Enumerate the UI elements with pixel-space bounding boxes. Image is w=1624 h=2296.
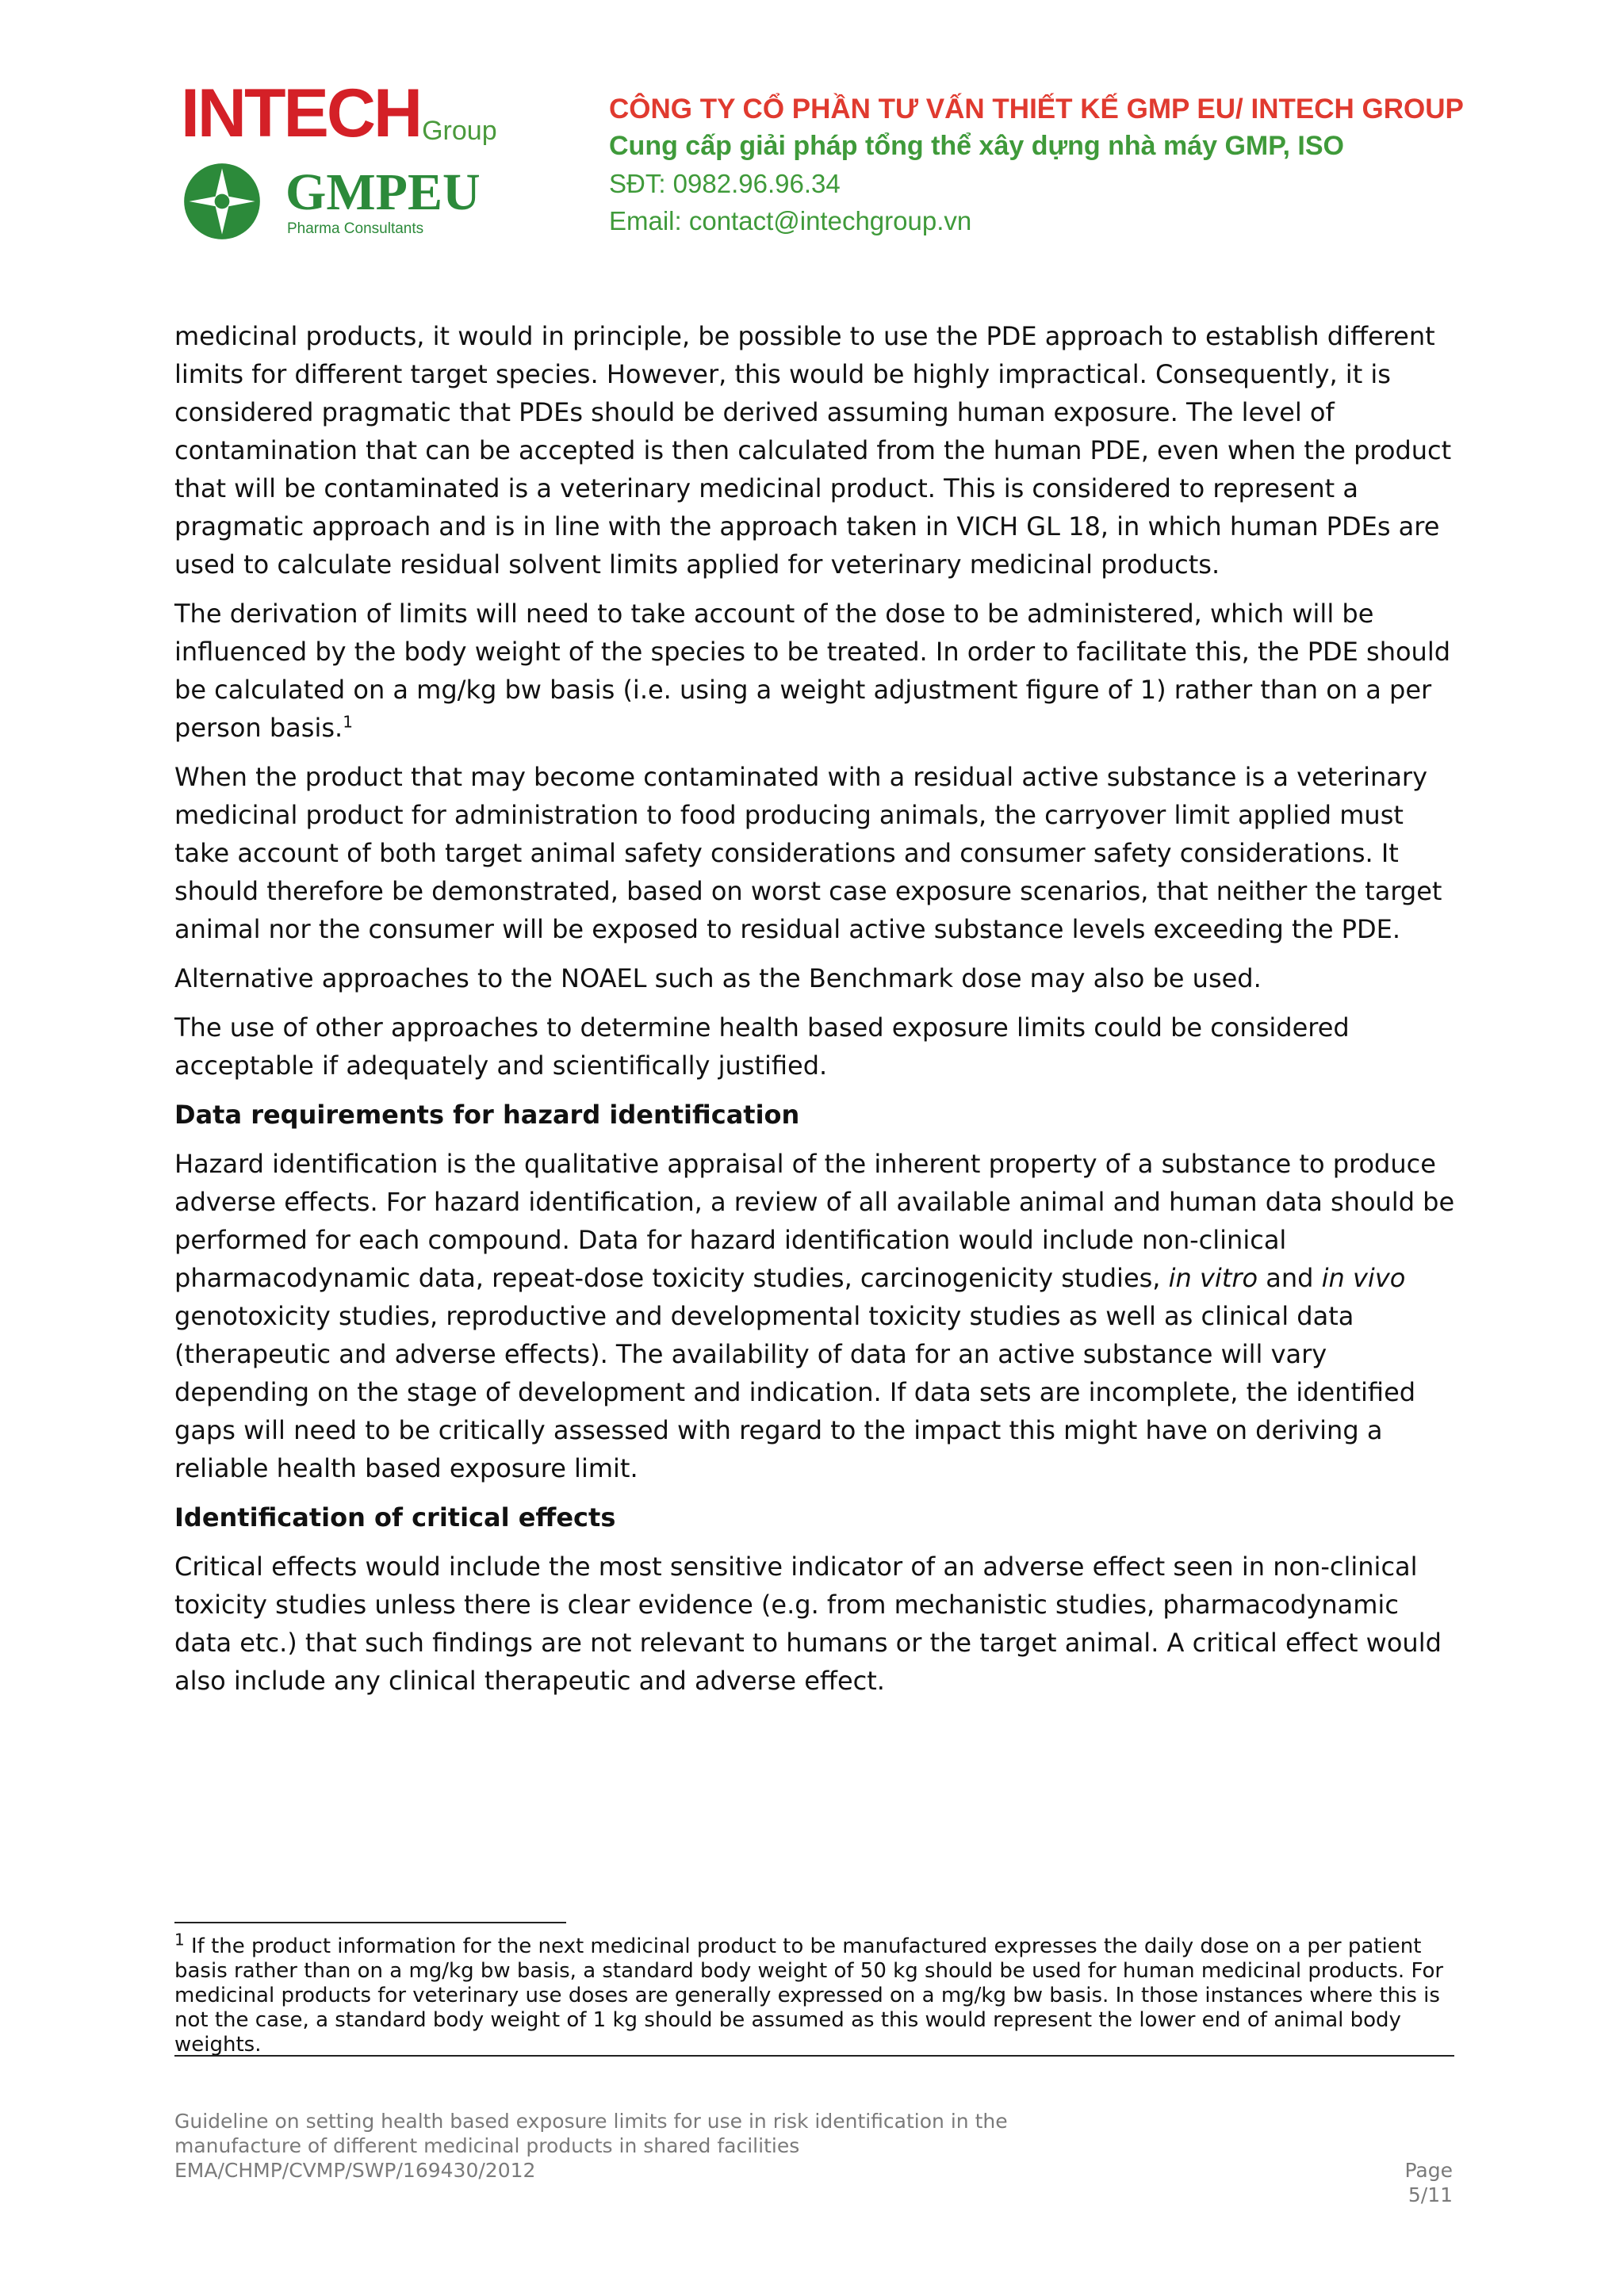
heading-hazard-identification: Data requirements for hazard identification xyxy=(174,1100,800,1130)
document-body xyxy=(174,317,1459,1711)
paragraph-6-in-vitro: in vitro xyxy=(1168,1263,1258,1293)
gmpeu-emblem-icon xyxy=(181,160,263,243)
footnote-text: If the product information for the next medicinal product to be manufactured expresses the daily dose on a per patient basis rather than on a mg/kg bw basis, a standard body weight of 50 kg should be used for human medicinal products. For medicinal products for veterinary use doses are generally expressed on a mg/kg bw basis. In those instances where this is not the case, a standard body weight of 1 kg should be assumed as this would represent the lower end of animal body weights. xyxy=(174,1934,1444,2057)
footnote-marker: 1 xyxy=(174,1930,185,1950)
page-footer xyxy=(174,2109,1008,2183)
gmpeu-logo-text: GMPEU xyxy=(285,163,481,221)
footer-title-line-2: manufacture of different medicinal products in shared facilities xyxy=(174,2134,800,2157)
company-phone: SĐT: 0982.96.96.34 xyxy=(609,169,841,198)
paragraph-6 xyxy=(174,1145,1459,1487)
paragraph-5: The use of other approaches to determine health based exposure limits could be considered acceptable if adequately and scientifically justified. xyxy=(174,1012,1350,1081)
paragraph-7: Critical effects would include the most sensitive indicator of an adverse effect seen in non-clinical toxicity studies unless there is clear evidence (e.g. from mechanistic studies, pharmacodynamic data etc.) that such findings are not relevant to humans or the target animal. A critical effect would also include any clinical therapeutic and adverse effect. xyxy=(174,1552,1442,1696)
footer-title-line-1: Guideline on setting health based exposure limits for use in risk identification in the xyxy=(174,2110,1008,2133)
paragraph-6-in-vivo: in vivo xyxy=(1321,1263,1406,1293)
footer-document-id: EMA/CHMP/CVMP/SWP/169430/2012 xyxy=(174,2159,536,2182)
company-email: Email: contact@intechgroup.vn xyxy=(609,206,972,235)
intech-logo-main: INTECH xyxy=(181,75,421,151)
letterhead xyxy=(0,0,1624,262)
intech-logo xyxy=(181,75,497,151)
paragraph-4: Alternative approaches to the NOAEL such as the Benchmark dose may also be used. xyxy=(174,963,1262,993)
company-info xyxy=(609,90,1464,239)
footnote-ref[interactable]: 1 xyxy=(343,712,353,732)
paragraph-3: When the product that may become contaminated with a residual active substance is a veterinary medicinal product for administration to food producing animals, the carryover limit applied must take account of both target animal safety considerations and consumer safety considerations. It should therefore be demonstrated, based on worst case exposure scenarios, that neither the target animal nor the consumer will be exposed to residual active substance levels exceeding the PDE. xyxy=(174,762,1442,944)
paragraph-6-part-b: genotoxicity studies, reproductive and developmental toxicity studies as well as clinical data (therapeutic and adverse effects). The availability of data for an active substance will vary depending on the stage of development and indication. If data sets are incomplete, the identified gaps will need to be critically assessed with regard to the impact this might have on deriving a reliable health based exposure limit. xyxy=(174,1301,1416,1483)
page-number: Page 5/11 xyxy=(1404,2159,1453,2206)
paragraph-6-part-a: Hazard identification is the qualitative appraisal of the inherent property of a substance to produce adverse effects. For hazard identification, a review of all available animal and human data should be performed for each compound. Data for hazard identification would include non-clinical pharmacodynamic data, repeat-dose toxicity studies, carcinogenicity studies, xyxy=(174,1149,1455,1293)
company-tagline: Cung cấp giải pháp tổng thể xây dựng nhà máy GMP, ISO xyxy=(609,131,1344,161)
paragraph-6-and: and xyxy=(1266,1263,1314,1293)
paragraph-2 xyxy=(174,595,1459,747)
gmpeu-logo-subtitle: Pharma Consultants xyxy=(287,220,424,237)
paragraph-2-text: The derivation of limits will need to take account of the dose to be administered, which will be influenced by the body weight of the species to be treated. In order to facilitate this, the PDE should be calculated on a mg/kg bw basis (i.e. using a weight adjustment figure of 1) rather than on a per person basis. xyxy=(174,599,1451,743)
intech-logo-group: Group xyxy=(422,116,497,146)
paragraph-1: medicinal products, it would in principle, be possible to use the PDE approach to establish different limits for different target species. However, this would be highly impractical. Consequently, it is considered pragmatic that PDEs should be derived assuming human exposure. The level of contamination that can be accepted is then calculated from the human PDE, even when the product that will be contaminated is a veterinary medicinal product. This is considered to represent a pragmatic approach and is in line with the approach taken in VICH GL 18, in which human PDEs are used to calculate residual solvent limits applied for veterinary medicinal products. xyxy=(174,321,1452,580)
footnote xyxy=(174,1930,1459,2057)
footnote-separator xyxy=(174,1922,566,1923)
footnote-bottom-rule xyxy=(174,2055,1454,2057)
company-name: CÔNG TY CỔ PHẦN TƯ VẤN THIẾT KẾ GMP EU/ INTECH GROUP xyxy=(609,94,1464,124)
heading-critical-effects: Identification of critical effects xyxy=(174,1502,616,1533)
